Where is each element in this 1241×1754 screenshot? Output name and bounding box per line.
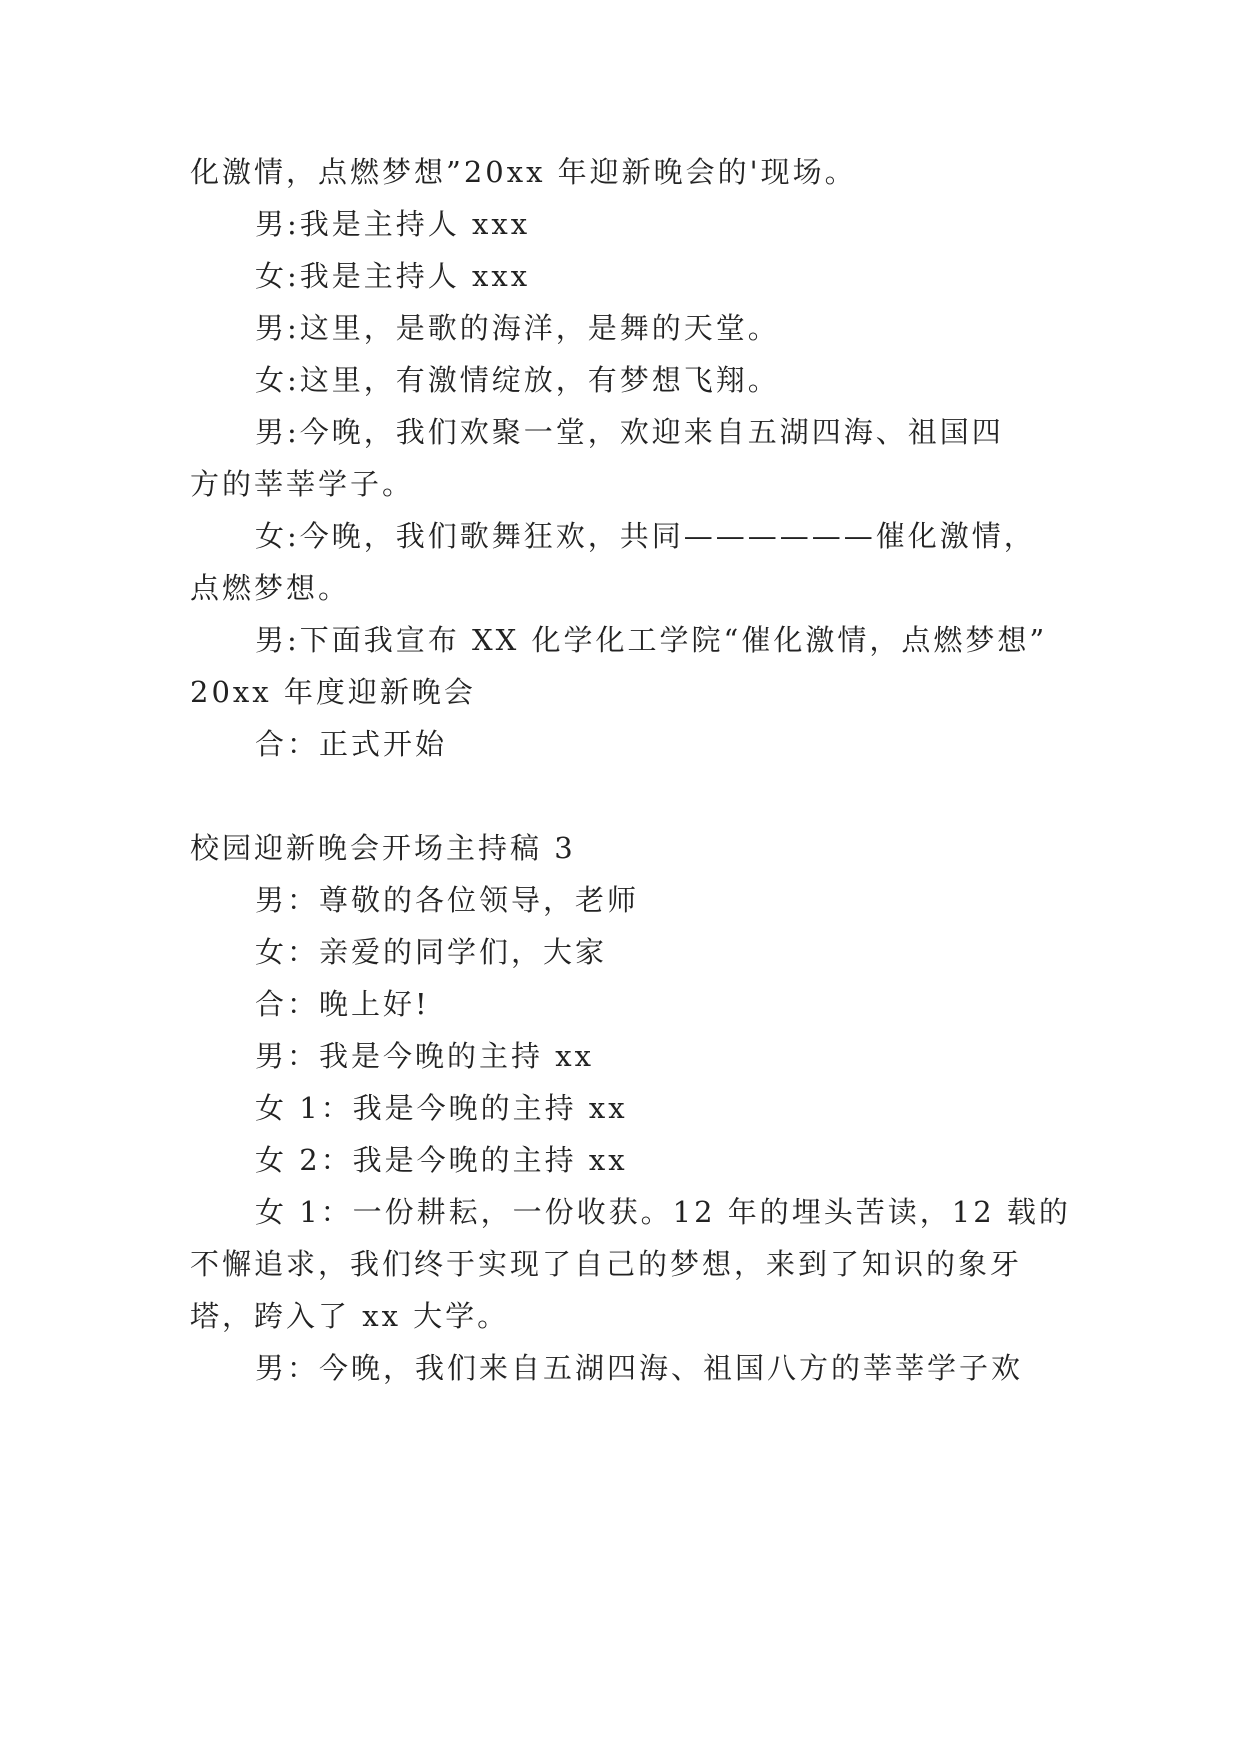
paragraph-line: 合：晚上好! <box>255 987 430 1021</box>
paragraph-line: 男：今晚，我们来自五湖四海、祖国八方的莘莘学子欢 <box>255 1351 1024 1385</box>
paragraph-line: 女 1：一份耕耘，一份收获。12 年的埋头苦读，12 载的 <box>255 1195 1071 1229</box>
paragraph-line: 男:我是主持人 xxx <box>255 207 531 241</box>
paragraph-line: 女:这里，有激情绽放，有梦想飞翔。 <box>255 363 780 397</box>
paragraph-line: 化激情，点燃梦想”20xx 年迎新晚会的'现场。 <box>190 155 857 189</box>
paragraph-line: 男:下面我宣布 XX 化学化工学院“催化激情，点燃梦想” <box>255 623 1048 657</box>
paragraph-line: 女：亲爱的同学们，大家 <box>255 935 608 969</box>
paragraph-line: 点燃梦想。 <box>190 571 351 605</box>
paragraph-line: 女 1：我是今晚的主持 xx <box>255 1091 628 1125</box>
paragraph-line: 塔，跨入了 xx 大学。 <box>190 1299 510 1333</box>
paragraph-line: 女 2：我是今晚的主持 xx <box>255 1143 628 1177</box>
paragraph-line: 男:这里，是歌的海洋，是舞的天堂。 <box>255 311 780 345</box>
paragraph-line: 不懈追求，我们终于实现了自己的梦想，来到了知识的象牙 <box>190 1247 1023 1281</box>
paragraph-line: 男：我是今晚的主持 xx <box>255 1039 594 1073</box>
paragraph-line: 男:今晚，我们欢聚一堂，欢迎来自五湖四海、祖国四 <box>255 415 1004 449</box>
section-heading: 校园迎新晚会开场主持稿 3 <box>190 831 576 865</box>
paragraph-line: 女:今晚，我们歌舞狂欢，共同——————催化激情， <box>255 519 1036 553</box>
paragraph-line: 女:我是主持人 xxx <box>255 259 531 293</box>
paragraph-line: 20xx 年度迎新晚会 <box>190 675 476 709</box>
paragraph-line: 方的莘莘学子。 <box>190 467 415 501</box>
paragraph-line: 男：尊敬的各位领导，老师 <box>255 883 640 917</box>
paragraph-line: 合：正式开始 <box>255 727 448 761</box>
